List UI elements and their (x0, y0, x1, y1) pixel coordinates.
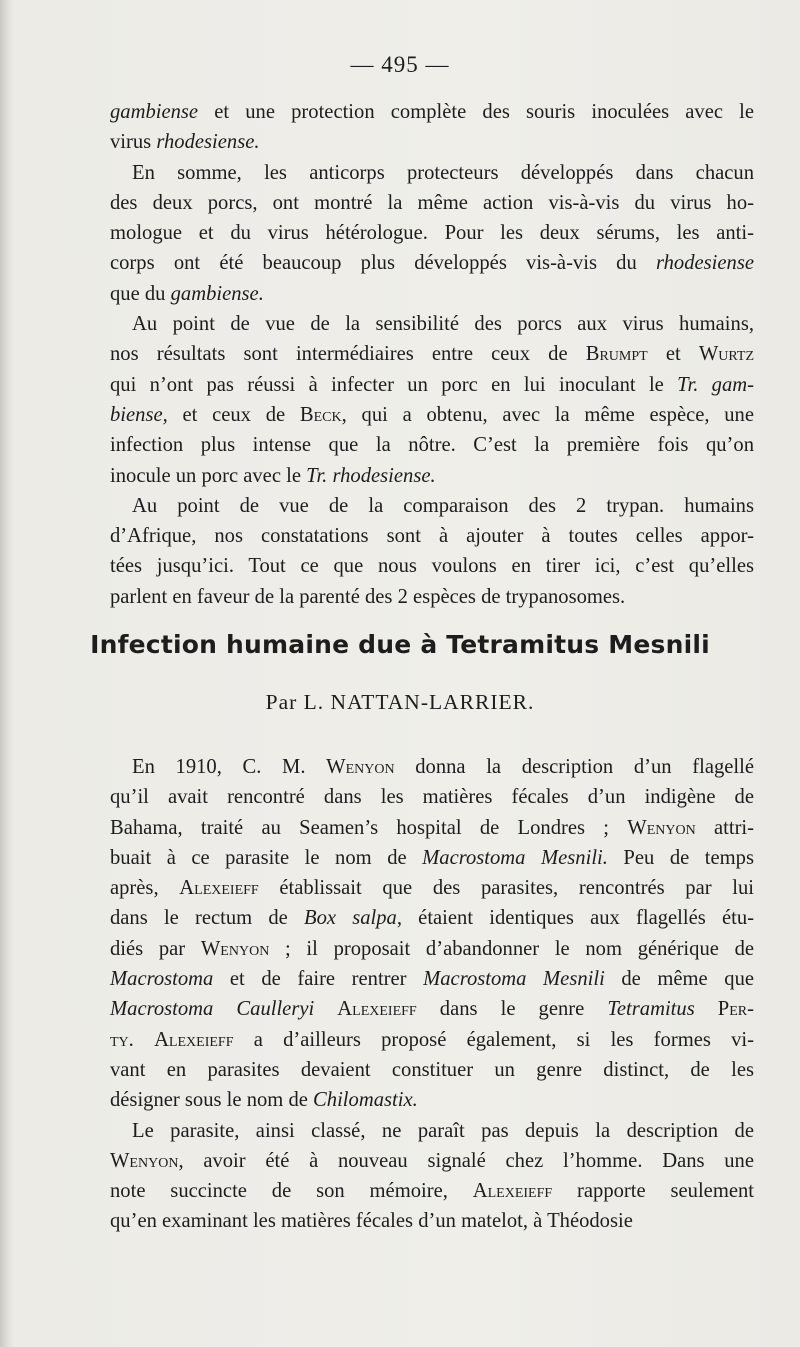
text-line (110, 1176, 754, 1206)
italic-text: gambiense. (170, 282, 264, 305)
text-segment: tées jusqu’ici. Tout ce que nous voulons en tirer ici, c’est qu’elles (110, 555, 754, 578)
text-segment: vant en parasites devaient constituer un genre distinct, de les (110, 1058, 754, 1081)
text-segment: après, (110, 877, 180, 900)
text-segment: parlent en faveur de la parenté des 2 espèces de trypanosomes. (110, 585, 626, 608)
italic-text: rhodesiense. (156, 131, 260, 154)
text-line (110, 521, 754, 551)
text-segment: . (128, 1028, 155, 1051)
text-segment: de même que (604, 968, 755, 991)
author-name: Wenyon (326, 756, 395, 778)
text-segment: dans le genre (416, 998, 608, 1021)
text-line (110, 1116, 754, 1146)
text-segment: Le parasite, ainsi classé, ne paraît pas depuis la description de (132, 1119, 754, 1142)
text-line (110, 813, 754, 843)
text-segment: corps ont été beaucoup plus développés vis-à-vis du (110, 252, 656, 275)
author-name: Brumpt (585, 343, 648, 366)
text-segment: et une protection complète des souris inoculées avec le (198, 101, 754, 123)
text-segment: rapporte seulement (552, 1180, 754, 1203)
text-segment: virus (110, 131, 157, 154)
italic-text: Tr. rhodesiense. (306, 464, 436, 487)
text-segment: donna la description d’un flagellé (394, 756, 754, 778)
text-line (110, 1206, 754, 1236)
text-segment: étaient identiques aux flagellés étu- (401, 907, 754, 930)
text-segment: des deux porcs, ont montré la même action vis-à-vis du virus ho- (110, 191, 754, 214)
text-segment: qu’en examinant les matières fécales d’un matelot, à Théodosie (110, 1210, 633, 1233)
text-line (110, 1055, 754, 1085)
text-segment: En 1910, C. M. (132, 756, 327, 778)
text-segment: nos résultats sont intermédiaires entre ceux de (110, 343, 586, 366)
text-line (110, 339, 754, 369)
text-segment: qui n’ont pas réussi à infecter un porc en lui inoculant le (110, 373, 678, 396)
italic-text: Tetramitus (607, 998, 695, 1021)
text-segment: et (647, 343, 699, 366)
text-line (110, 934, 754, 964)
italic-text: gambiense (110, 101, 199, 123)
text-line (110, 782, 754, 812)
italic-text: Chilomastix. (313, 1089, 418, 1112)
text-line (110, 752, 754, 782)
author-name: Beck (299, 403, 342, 426)
author-name: Wenyon (200, 937, 270, 960)
text-line (110, 370, 754, 400)
text-segment: d’Afrique, nos constatations sont à ajouter à toutes celles appor- (110, 525, 754, 548)
italic-text: Macrostoma Mesnili. (422, 846, 608, 869)
text-segment: buait à ce parasite le nom de (110, 846, 423, 869)
article-author: Par L. NATTAN-LARRIER. (265, 690, 535, 714)
text-segment: ; il proposait d’abandonner le nom générique de (269, 937, 755, 960)
text-segment: Bahama, traité au Seamen’s hospital de Londres ; (110, 816, 628, 839)
text-line (110, 218, 754, 248)
text-line (110, 279, 754, 309)
author-name: Alexeieff (179, 877, 259, 900)
text-segment: désigner sous le nom de (110, 1089, 314, 1112)
text-line (110, 1146, 754, 1176)
text-segment: et de faire rentrer (213, 968, 424, 991)
author-name: Wenyon (627, 816, 696, 839)
page-number: — 495 — (350, 52, 450, 77)
text-segment: établissait que des parasites, rencontrés par lui (258, 877, 754, 900)
text-line (110, 248, 754, 278)
text-line (110, 400, 754, 430)
author-name: Alexeieff (472, 1180, 553, 1203)
italic-text: Macrostoma Mesnili (423, 968, 605, 991)
text-line (110, 994, 754, 1024)
text-line (110, 582, 754, 612)
text-segment: note succincte de son mémoire, (110, 1180, 473, 1203)
text-line (110, 158, 754, 188)
text-segment: Peu de temps (607, 846, 754, 869)
text-segment: mologue et du virus hétérologue. Pour les deux sérums, les anti- (110, 222, 754, 245)
text-line (110, 903, 754, 933)
author-name: Alexeieff (337, 998, 417, 1021)
author-name: Wenyon (110, 1149, 179, 1172)
article-title: Infection humaine due à Tetramitus Mesnili (90, 630, 710, 659)
text-segment: En somme, les anticorps protecteurs développés dans chacun (132, 161, 754, 184)
author-name: Per- (717, 998, 754, 1021)
text-segment: et ceux de (167, 403, 300, 426)
text-line (110, 551, 754, 581)
text-segment: qu’il avait rencontré dans les matières fécales d’un indigène de (110, 786, 754, 809)
text-line (110, 127, 754, 157)
text-line (110, 964, 754, 994)
text-segment: inocule un porc avec le (110, 464, 307, 487)
text-line (110, 1025, 754, 1055)
text-line (110, 97, 754, 127)
italic-text: biense, (110, 403, 168, 426)
italic-text: Macrostoma (110, 968, 214, 991)
text-line (110, 309, 754, 339)
text-segment: Au point de vue de la sensibilité des porcs aux virus humains, (132, 313, 754, 336)
author-name: Alexeieff (154, 1028, 234, 1051)
text-segment: attri- (695, 816, 755, 839)
author-name: Wurtz (698, 343, 754, 366)
text-segment: Au point de vue de la comparaison des 2 trypan. humains (132, 494, 754, 517)
italic-text: Macrostoma Caulleryi (110, 998, 315, 1021)
italic-text: Box salpa, (304, 907, 402, 930)
text-line (110, 188, 754, 218)
text-segment: dans le rectum de (110, 907, 304, 930)
body-text-section-1 (110, 97, 754, 612)
italic-text: rhodesiense (655, 252, 754, 275)
author-name: ty (110, 1028, 129, 1051)
text-segment: , avoir été à nouveau signalé chez l’homme. Dans une (178, 1149, 754, 1172)
text-line (110, 843, 754, 873)
text-line (110, 461, 754, 491)
text-segment: , qui a obtenu, avec la même espèce, une (341, 403, 754, 426)
text-segment: diés par (110, 937, 201, 960)
text-segment: que du (110, 282, 171, 305)
text-segment (695, 998, 718, 1020)
text-line (110, 873, 754, 903)
text-line (110, 430, 754, 460)
text-segment: infection plus intense que la nôtre. C’est la première fois qu’on (110, 434, 754, 457)
text-line (110, 491, 754, 521)
text-segment (314, 998, 337, 1020)
text-segment: a d’ailleurs proposé également, si les formes vi- (233, 1028, 754, 1051)
body-text-section-2 (110, 752, 754, 1237)
italic-text: Tr. gam- (677, 373, 754, 396)
text-line (110, 1085, 754, 1115)
